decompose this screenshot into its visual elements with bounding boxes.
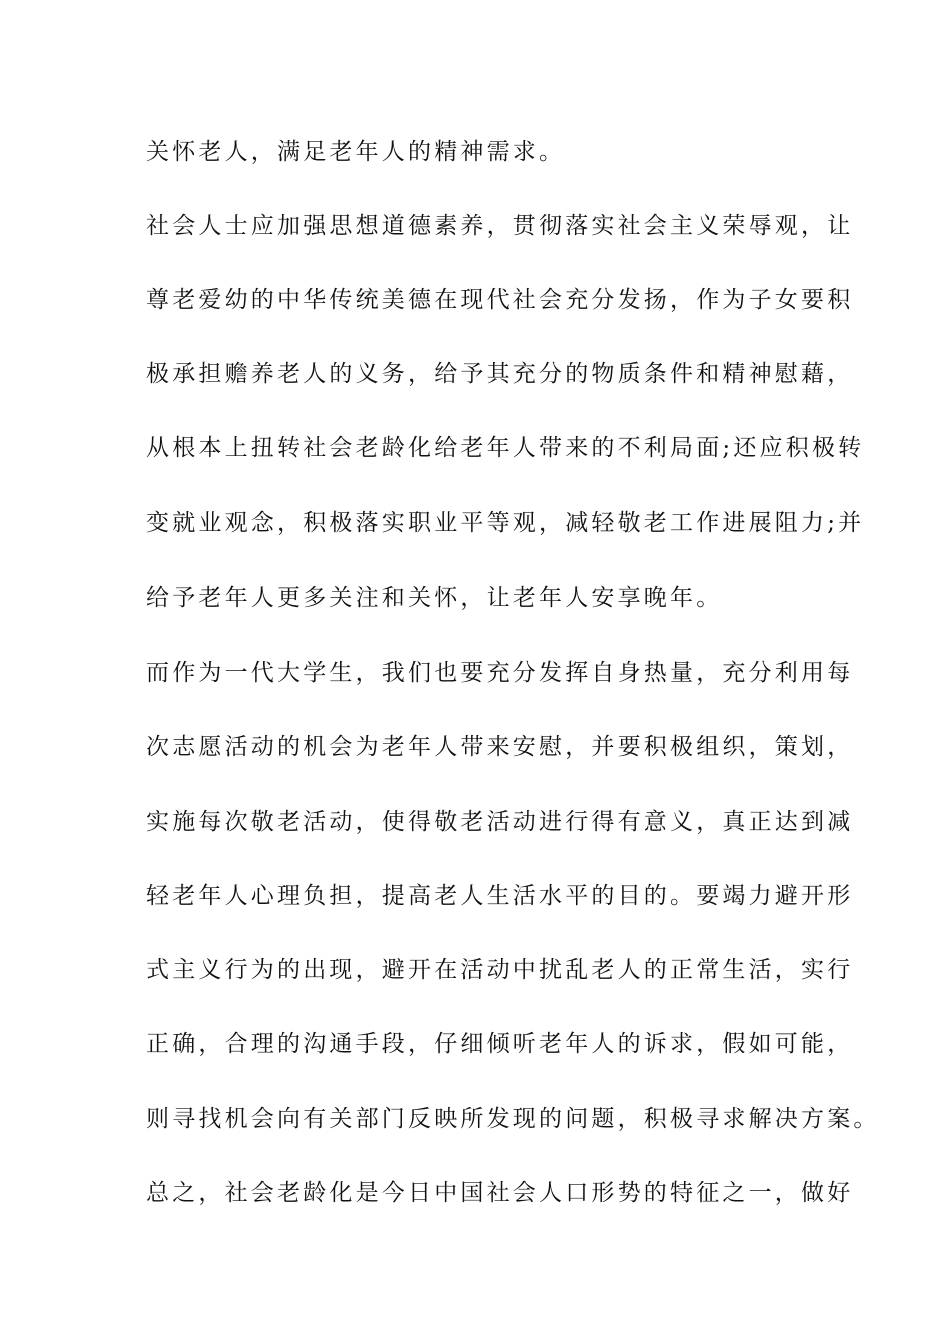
- text-line: 总之，社会老龄化是今日中国社会人口形势的特征之一，做好: [146, 1180, 854, 1206]
- text-line: 而作为一代大学生，我们也要充分发挥自身热量，充分利用每: [146, 660, 854, 686]
- text-line: 从根本上扭转社会老龄化给老年人带来的不利局面;还应积极转: [146, 435, 865, 461]
- text-line: 极承担赡养老人的义务，给予其充分的物质条件和精神慰藉，: [146, 361, 854, 387]
- text-line: 实施每次敬老活动，使得敬老活动进行得有意义，真正达到减: [146, 809, 854, 835]
- text-line: 给予老年人更多关注和关怀，让老年人安享晚年。: [146, 585, 723, 611]
- text-line: 轻老年人心理负担，提高老人生活水平的目的。要竭力避开形: [146, 883, 854, 909]
- text-line: 尊老爱幼的中华传统美德在现代社会充分发扬，作为子女要积: [146, 287, 854, 313]
- text-line: 社会人士应加强思想道德素养，贯彻落实社会主义荣辱观，让: [146, 213, 854, 239]
- text-line: 关怀老人，满足老年人的精神需求。: [146, 139, 566, 165]
- text-line: 则寻找机会向有关部门反映所发现的问题，积极寻求解决方案。: [146, 1106, 880, 1132]
- text-line: 次志愿活动的机会为老年人带来安慰，并要积极组织，策划，: [146, 734, 854, 760]
- text-line: 正确，合理的沟通手段，仔细倾听老年人的诉求，假如可能，: [146, 1031, 854, 1057]
- text-line: 式主义行为的出现，避开在活动中扰乱老人的正常生活，实行: [146, 957, 854, 983]
- text-line: 变就业观念，积极落实职业平等观，减轻敬老工作进展阻力;并: [146, 510, 865, 536]
